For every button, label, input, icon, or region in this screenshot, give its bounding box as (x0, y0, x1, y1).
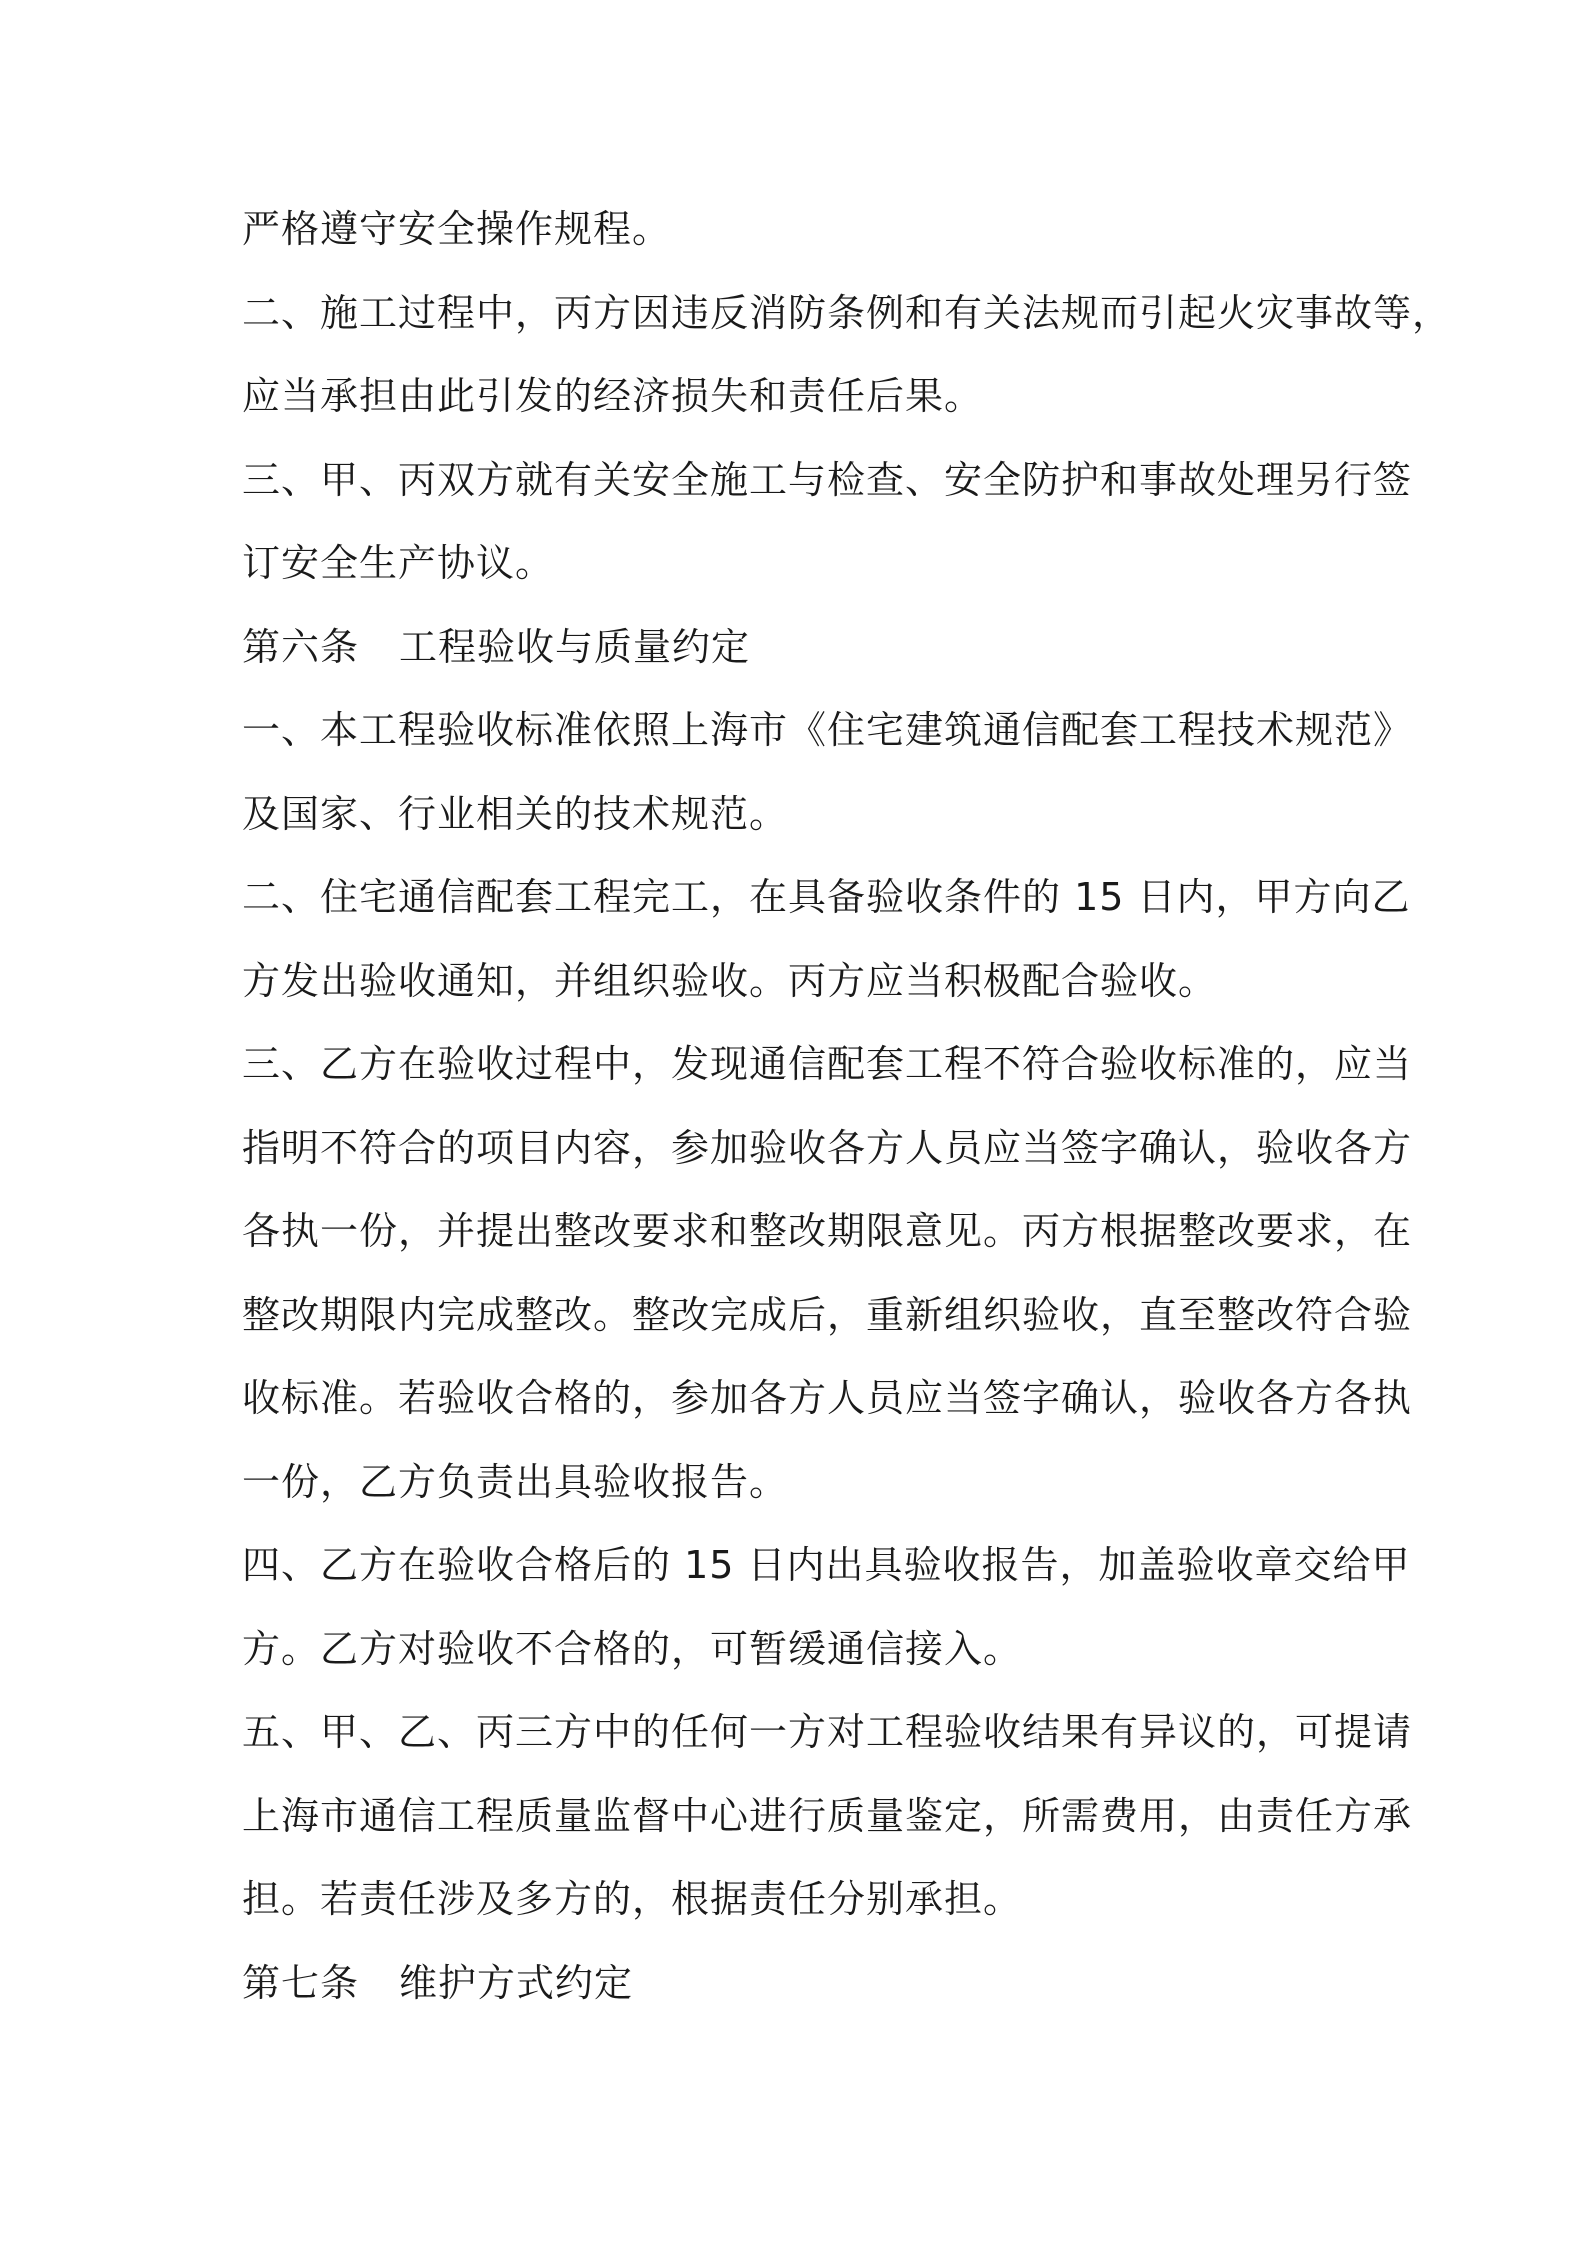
paragraph-line: 订安全生产协议。 (242, 541, 555, 585)
paragraph-line: 及国家、行业相关的技术规范。 (242, 791, 789, 836)
paragraph-line: 三、甲、丙双方就有关安全施工与检查、安全防护和事故处理另行签 (242, 457, 1413, 502)
paragraph-line: 收标准。若验收合格的，参加各方人员应当签字确认，验收各方各执 (242, 1376, 1413, 1420)
paragraph-line: 各执一份，并提出整改要求和整改期限意见。丙方根据整改要求，在 (242, 1209, 1413, 1253)
paragraph-line: 三、乙方在验收过程中，发现通信配套工程不符合验收标准的，应当 (242, 1042, 1413, 1086)
article-number: 第七条 (242, 1960, 360, 2005)
article-title: 工程验收与质量约定 (399, 624, 751, 669)
paragraph-line: 方。乙方对验收不合格的，可暂缓通信接入。 (242, 1626, 1023, 1671)
paragraph-line: 二、施工过程中，丙方因违反消防条例和有关法规而引起火灾事故等， (242, 290, 1452, 335)
paragraph-line: 五、甲、乙、丙三方中的任何一方对工程验收结果有异议的，可提请 (242, 1710, 1413, 1754)
article-6-heading (242, 606, 1362, 690)
paragraph-line: 担。若责任涉及多方的，根据责任分别承担。 (242, 1877, 1023, 1921)
paragraph-line: 应当承担由此引发的经济损失和责任后果。 (242, 374, 984, 418)
paragraph-line: 严格遵守安全操作规程。 (242, 207, 672, 251)
paragraph-line: 整改期限内完成整改。整改完成后，重新组织验收，直至整改符合验 (242, 1292, 1413, 1337)
article-title: 维护方式约定 (399, 1960, 634, 2005)
article-7-heading (242, 1942, 1362, 2026)
paragraph-line: 一份，乙方负责出具验收报告。 (242, 1459, 789, 1504)
paragraph-line: 一、本工程验收标准依照上海市《住宅建筑通信配套工程技术规范》 (242, 708, 1413, 752)
paragraph-line: 方发出验收通知，并组织验收。丙方应当积极配合验收。 (242, 958, 1218, 1003)
paragraph-line: 指明不符合的项目内容，参加验收各方人员应当签字确认，验收各方 (242, 1125, 1413, 1170)
paragraph-line: 上海市通信工程质量监督中心进行质量鉴定，所需费用，由责任方承 (242, 1793, 1413, 1838)
paragraph-line: 二、住宅通信配套工程完工，在具备验收条件的 15 日内，甲方向乙 (242, 875, 1411, 919)
paragraph-line: 四、乙方在验收合格后的 15 日内出具验收报告，加盖验收章交给甲 (242, 1543, 1411, 1587)
article-number: 第六条 (242, 624, 360, 669)
document-body (242, 188, 1452, 2025)
